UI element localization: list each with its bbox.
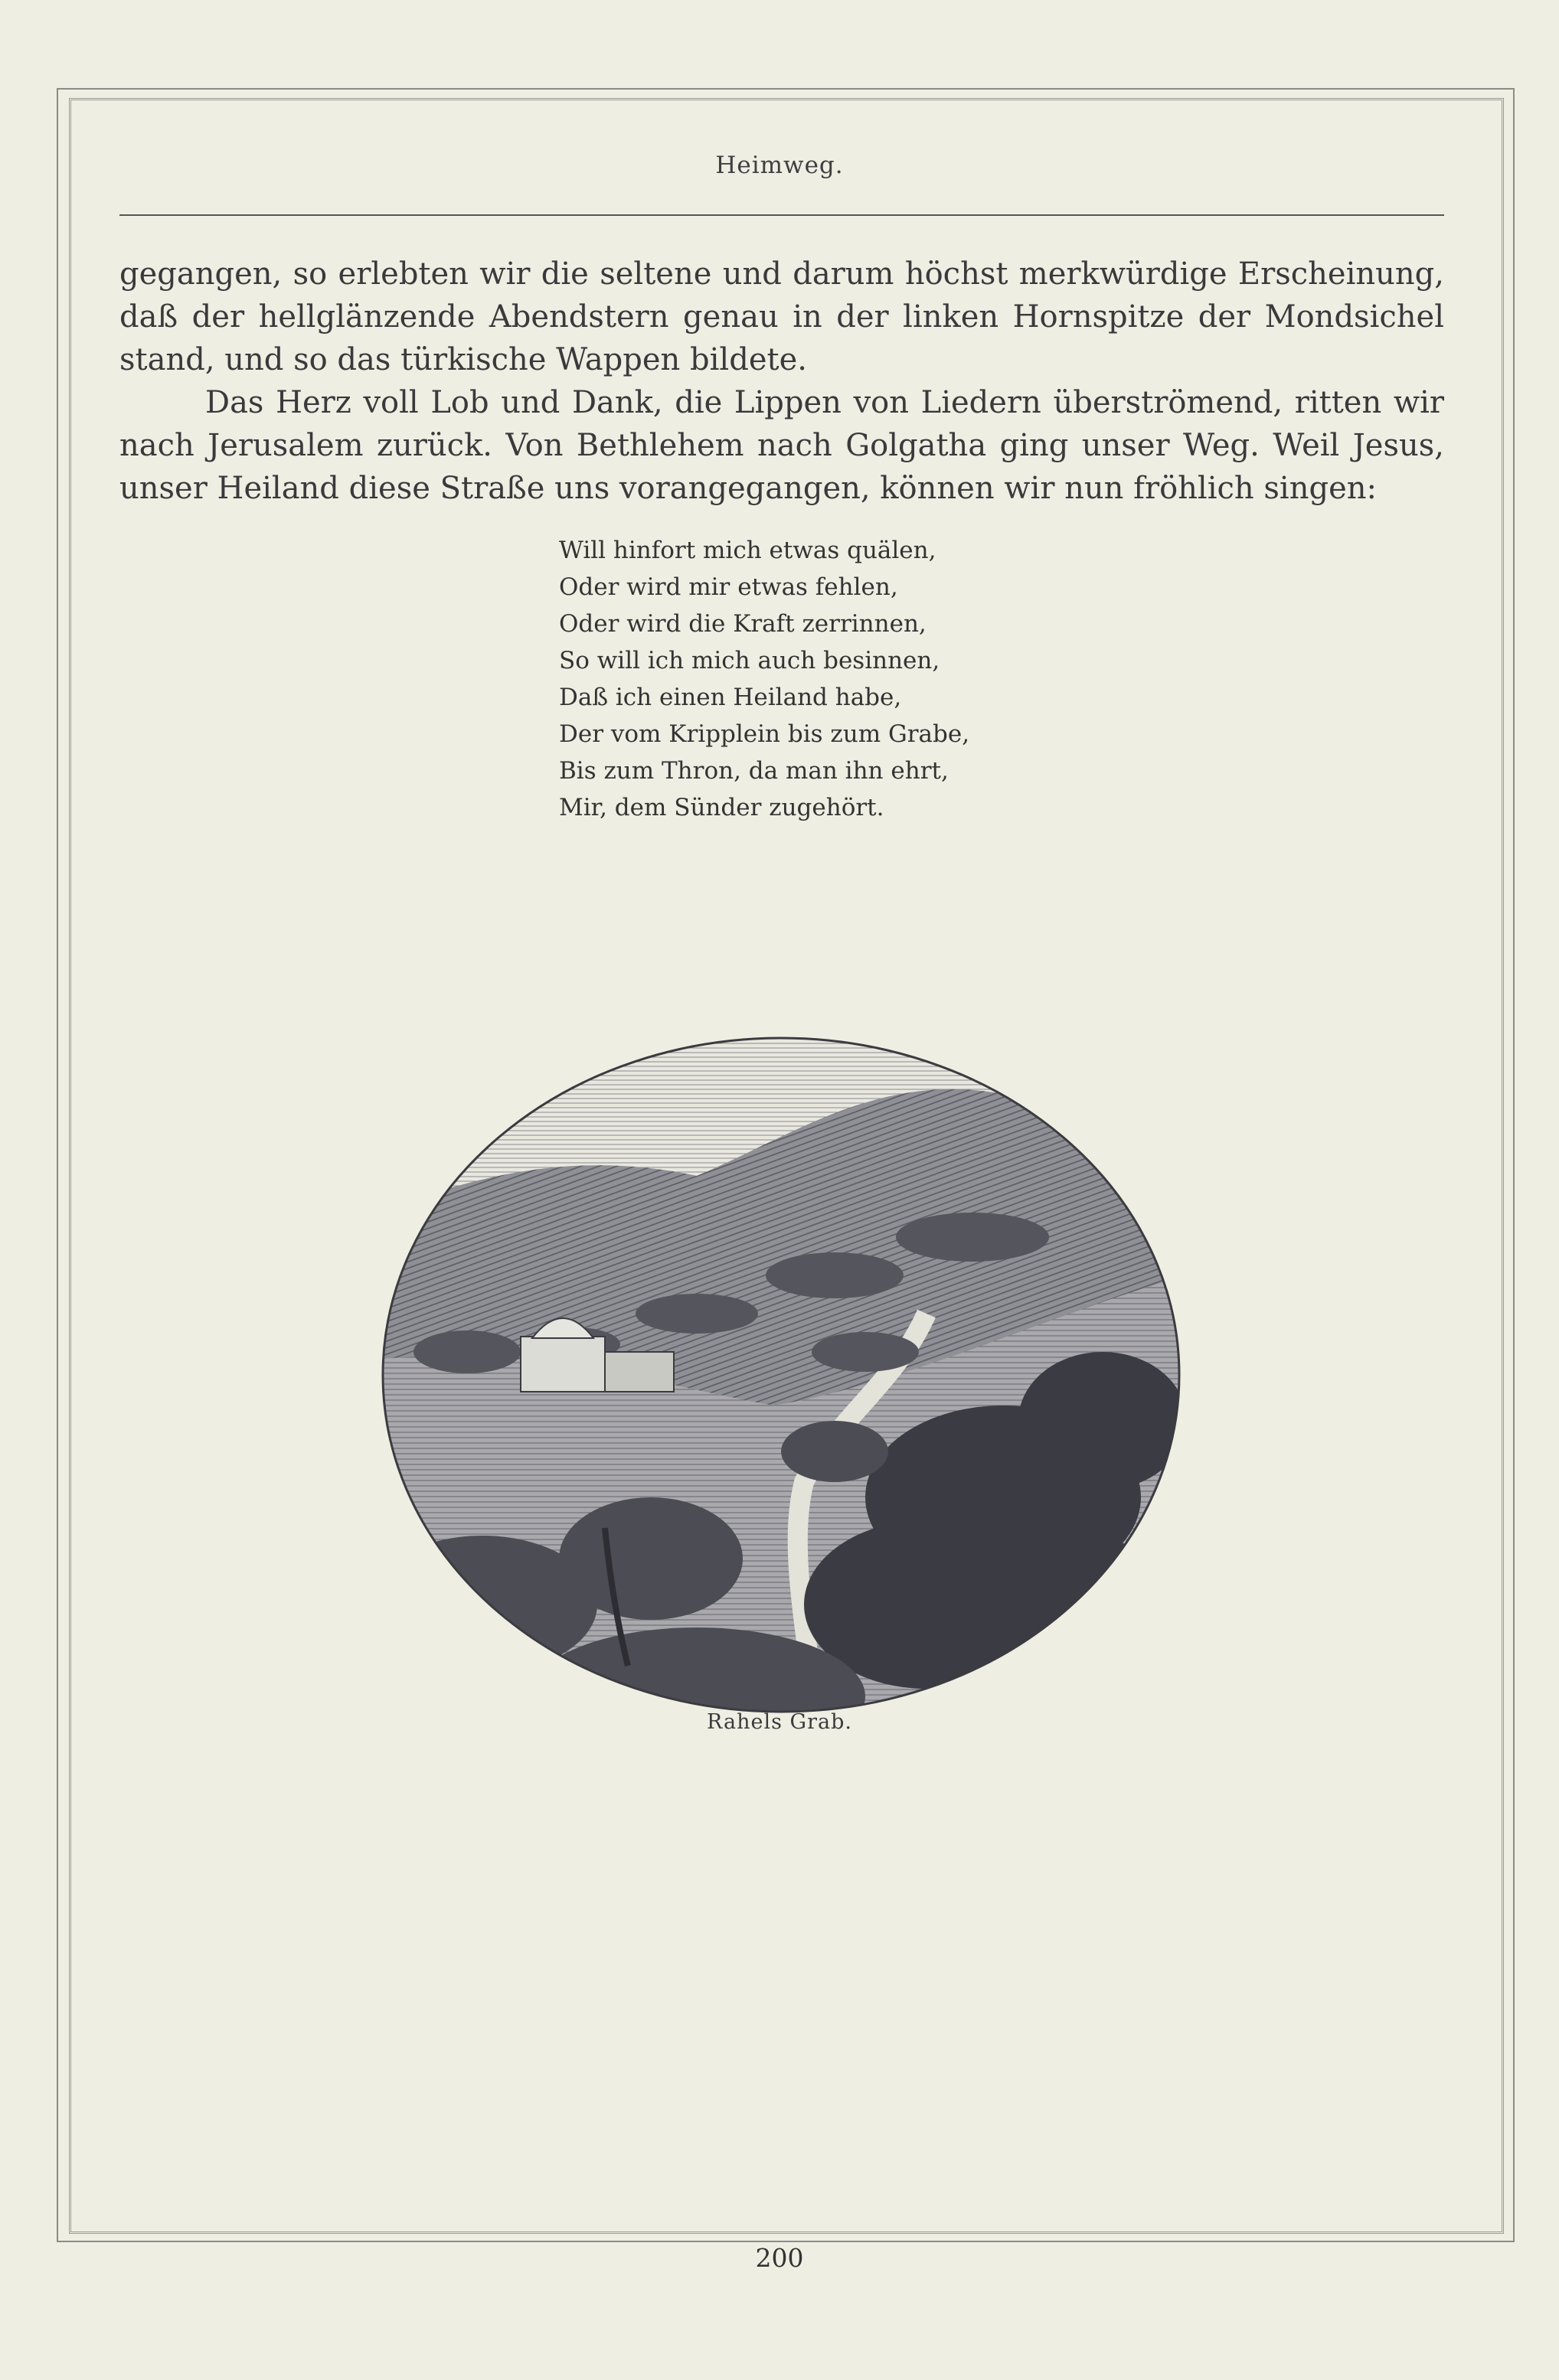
- verse-line: Mir, dem Sünder zugehört.: [559, 794, 884, 821]
- body-text: [119, 253, 1444, 510]
- engraving-illustration: [375, 1023, 1187, 1735]
- header-rule: [119, 214, 1444, 216]
- paragraph-1: gegangen, so erlebten wir die seltene und darum höchst merkwürdige Erscheinung, daß der hellglänzende Abendstern genau in der linken Hornspitze der Mondsichel stand, und so das türkische Wappen bildete.: [119, 256, 1444, 377]
- hymn-verse: [559, 532, 1095, 826]
- verse-line: Oder wird die Kraft zerrinnen,: [559, 610, 927, 638]
- verse-line: Der vom Kripplein bis zum Grabe,: [559, 720, 970, 748]
- verse-line: Will hinfort mich etwas quälen,: [559, 537, 936, 564]
- verse-line: Bis zum Thron, da man ihn ehrt,: [559, 757, 949, 785]
- verse-line: So will ich mich auch besinnen,: [559, 647, 940, 674]
- verse-line: Daß ich einen Heiland habe,: [559, 684, 902, 711]
- illustration-caption: Rahels Grab.: [707, 1710, 852, 1734]
- running-head: Heimweg.: [715, 152, 844, 179]
- verse-line: Oder wird mir etwas fehlen,: [559, 573, 898, 601]
- paragraph-2: Das Herz voll Lob und Dank, die Lippen von Liedern überströmend, ritten wir nach Jerusalem zurück. Von Bethlehem nach Golgatha ging unser Weg. Weil Jesus, unser Heiland diese Straße uns vorangegangen, können wir nun fröhlich singen:: [119, 385, 1444, 506]
- page-number: 200: [755, 2243, 804, 2273]
